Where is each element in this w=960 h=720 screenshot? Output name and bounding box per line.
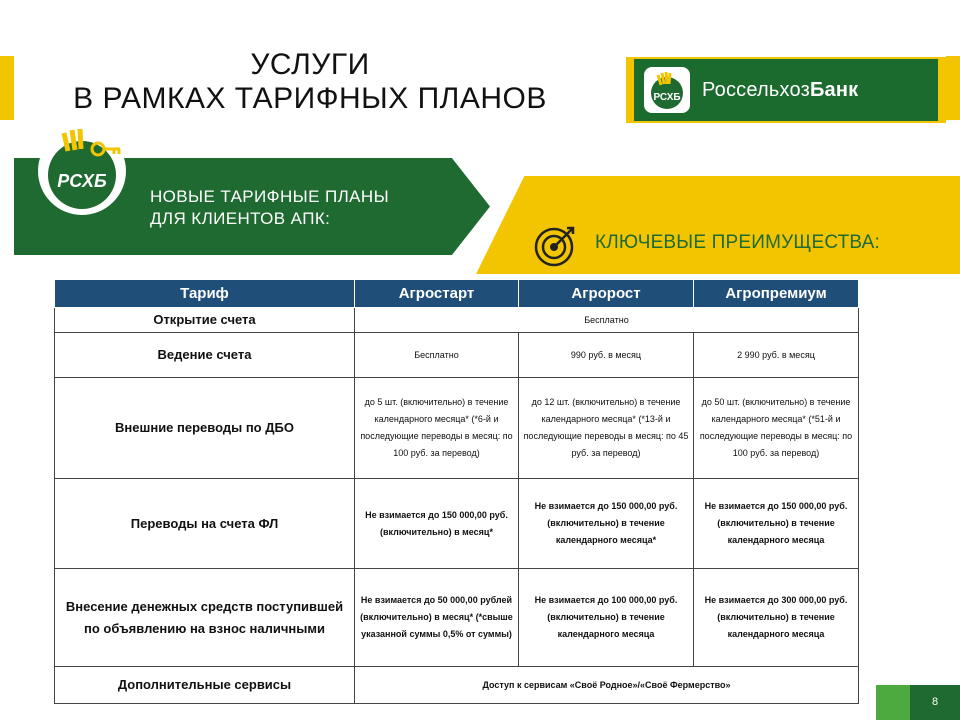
- table-cell: Не взимается до 150 000,00 руб. (включительно) в течение календарного месяца: [694, 479, 859, 569]
- table-cell: Доступ к сервисам «Своё Родное»/«Своё Фермерство»: [355, 667, 859, 704]
- table-cell: до 50 шт. (включительно) в течение календарного месяца* (*51-й и последующие переводы в месяц: по 100 руб. за перевод): [694, 378, 859, 479]
- table-cell: Не взимается до 300 000,00 руб. (включительно) в течение календарного месяца: [694, 569, 859, 667]
- table-cell: Не взимается до 100 000,00 руб. (включительно) в течение календарного месяца: [519, 569, 694, 667]
- bank-name-regular: Россельхоз: [702, 78, 810, 101]
- bank-logo-inner: [634, 59, 938, 121]
- table-cell: до 12 шт. (включительно) в течение календарного месяца* (*13-й и последующие переводы в месяц: по 45 руб. за перевод): [519, 378, 694, 479]
- right-accent-bar: [946, 56, 960, 120]
- table-row: [55, 569, 859, 667]
- row-label: Внешние переводы по ДБО: [55, 378, 355, 479]
- bank-name-bold: Банк: [809, 78, 859, 101]
- row-label: Переводы на счета ФЛ: [55, 479, 355, 569]
- page-number: 8: [910, 685, 960, 720]
- row-label: Дополнительные сервисы: [55, 667, 355, 704]
- wheat-logo-icon: [644, 67, 690, 113]
- round-bank-logo-icon: [36, 125, 128, 217]
- new-plans-line-2: ДЛЯ КЛИЕНТОВ АПК:: [150, 209, 331, 228]
- table-cell: Бесплатно: [355, 308, 859, 333]
- table-cell: 990 руб. в месяц: [519, 333, 694, 378]
- row-label: Открытие счета: [55, 308, 355, 333]
- column-header-agropremium: Агропремиум: [694, 280, 859, 308]
- bank-name: [702, 79, 858, 102]
- table-row: [55, 667, 859, 704]
- svg-text:РСХБ: РСХБ: [653, 92, 681, 103]
- table-cell: Бесплатно: [355, 333, 519, 378]
- column-header-agrorost: Агророст: [519, 280, 694, 308]
- bank-logo-banner: [626, 57, 946, 123]
- column-header-tariff: Тариф: [55, 280, 355, 308]
- table-cell: Не взимается до 150 000,00 руб. (включительно) в течение календарного месяца*: [519, 479, 694, 569]
- left-accent-bar: [0, 56, 14, 120]
- table-header-row: [55, 280, 859, 308]
- new-plans-text: [150, 186, 389, 230]
- table-row: [55, 308, 859, 333]
- table-cell: до 5 шт. (включительно) в течение календарного месяца* (*6-й и последующие переводы в месяц: по 100 руб. за перевод): [355, 378, 519, 479]
- page-title-line-1: УСЛУГИ: [250, 48, 370, 81]
- advantages-heading: КЛЮЧЕВЫЕ ПРЕИМУЩЕСТВА:: [595, 232, 881, 253]
- new-plans-line-1: НОВЫЕ ТАРИФНЫЕ ПЛАНЫ: [150, 187, 390, 206]
- page-number-box: [876, 685, 960, 720]
- row-label: Ведение счета: [55, 333, 355, 378]
- table-cell: 2 990 руб. в месяц: [694, 333, 859, 378]
- target-icon: [533, 222, 579, 268]
- svg-text:РСХБ: РСХБ: [57, 171, 107, 191]
- table-row: [55, 378, 859, 479]
- column-header-agrostart: Агростарт: [355, 280, 519, 308]
- table-cell: Не взимается до 50 000,00 рублей (включительно) в месяц* (*свыше указанной суммы 0,5% от суммы): [355, 569, 519, 667]
- table-cell: Не взимается до 150 000,00 руб. (включительно) в месяц*: [355, 479, 519, 569]
- table-row: [55, 333, 859, 378]
- page-title-line-2: В РАМКАХ ТАРИФНЫХ ПЛАНОВ: [73, 82, 547, 115]
- page-title: [40, 48, 580, 116]
- table-row: [55, 479, 859, 569]
- row-label: Внесение денежных средств поступившей по объявлению на взнос наличными: [55, 569, 355, 667]
- tariff-table: [54, 279, 859, 704]
